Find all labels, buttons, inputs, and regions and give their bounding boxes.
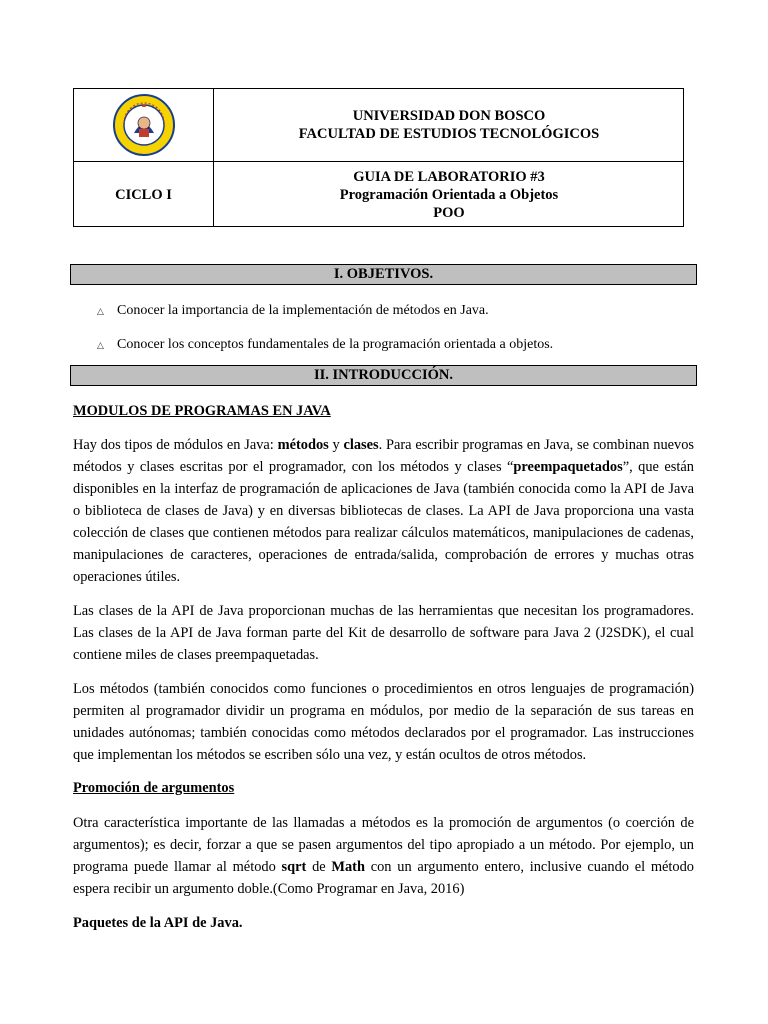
guide-cell [214,162,684,227]
p4-text-c: de [306,859,332,875]
objectives-section-bar [70,264,697,285]
introduction-title: II. INTRODUCCIÓN. [314,367,453,383]
header-table [73,88,684,227]
p1-bold-prepackaged: preempaquetados [513,459,623,475]
paragraph-methods: Los métodos (también conocidos como funciones o procedimientos en otros lenguajes de programación) permiten al programador dividir un programa en módulos, por medio de la separación de sus tareas en unidades autónomas; también conocidas como métodos declarados por el programador. Las instrucciones que implementan los métodos se escriben sólo una vez, y están ocultos de otros métodos. [73,681,694,763]
p1-text-a: Hay dos tipos de módulos en Java: [73,437,278,453]
p1-bold-methods: métodos [277,437,329,453]
cycle-label: CICLO I [115,186,172,203]
guide-title: GUIA DE LABORATORIO #3 [353,168,545,185]
objective-item [97,337,553,353]
p1-text-e: ”, que están disponibles en la interfaz de programación de aplicaciones de Java (también conocida como la API de Java o biblioteca de clases de Java) y en diversas bibliotecas de clases. La API de Java proporciona una vasta colección de clases que contienen métodos para realizar cálculos matemáticos, manipulaciones de cadenas, manipulaciones de caracteres, operaciones de entrada/salida, comprobación de errores y muchas otras operaciones útiles. [73,459,694,585]
modules-heading: MODULOS DE PROGRAMAS EN JAVA [73,403,331,419]
p4-text-a: Otra característica importante de las llamadas a métodos es la promoción de argumentos (o coerción de argumentos); es decir, forzar a que se pasen argumentos del tipo apropiado a un método. Por ejemplo, un programa puede llamar al método [73,815,694,875]
faculty-name: FACULTAD DE ESTUDIOS TECNOLÓGICOS [298,126,600,142]
objective-text: Conocer la importancia de la implementación de métodos en Java. [117,303,489,318]
p1-bold-classes: clases [343,437,379,453]
logo-cell [74,89,213,161]
p4-text-d: con un argumento entero, inclusive cuando el método espera recibir un argumento doble.(Como Programar en Java, 2016) [73,859,695,897]
paragraph-modules [73,434,694,588]
cycle-cell [74,162,213,227]
institution-title-cell [214,89,684,161]
p1-text-d: . Para escribir programas en Java, se combinan nuevos métodos y clases escritas por el programador, con los métodos y clases “ [73,437,695,475]
paragraph-argument-promotion [73,812,694,900]
objectives-title: I. OBJETIVOS. [333,266,434,282]
objective-item [97,303,489,319]
guide-abbrev: POO [433,204,465,221]
argument-promotion-heading: Promoción de argumentos [73,780,235,796]
p1-text-c: y [328,437,344,453]
introduction-section-bar [70,365,697,386]
objective-text: Conocer los conceptos fundamentales de la programación orientada a objetos. [117,337,554,352]
p4-bold-sqrt: sqrt [281,859,307,875]
api-packages-heading: Paquetes de la API de Java. [73,915,243,931]
paragraph-api-classes: Las clases de la API de Java proporcionan muchas de las herramientas que necesitan los programadores. Las clases de la API de Java forman parte del Kit de desarrollo de software para Java 2 (J2SDK), el cual contiene miles de clases preempaquetadas. [73,603,694,663]
bullet-icon: △ [97,339,104,350]
p4-bold-math: Math [331,859,365,875]
bullet-icon: △ [97,305,104,316]
guide-subject: Programación Orientada a Objetos [339,186,559,203]
university-logo [112,93,176,157]
university-name: UNIVERSIDAD DON BOSCO [352,108,546,124]
